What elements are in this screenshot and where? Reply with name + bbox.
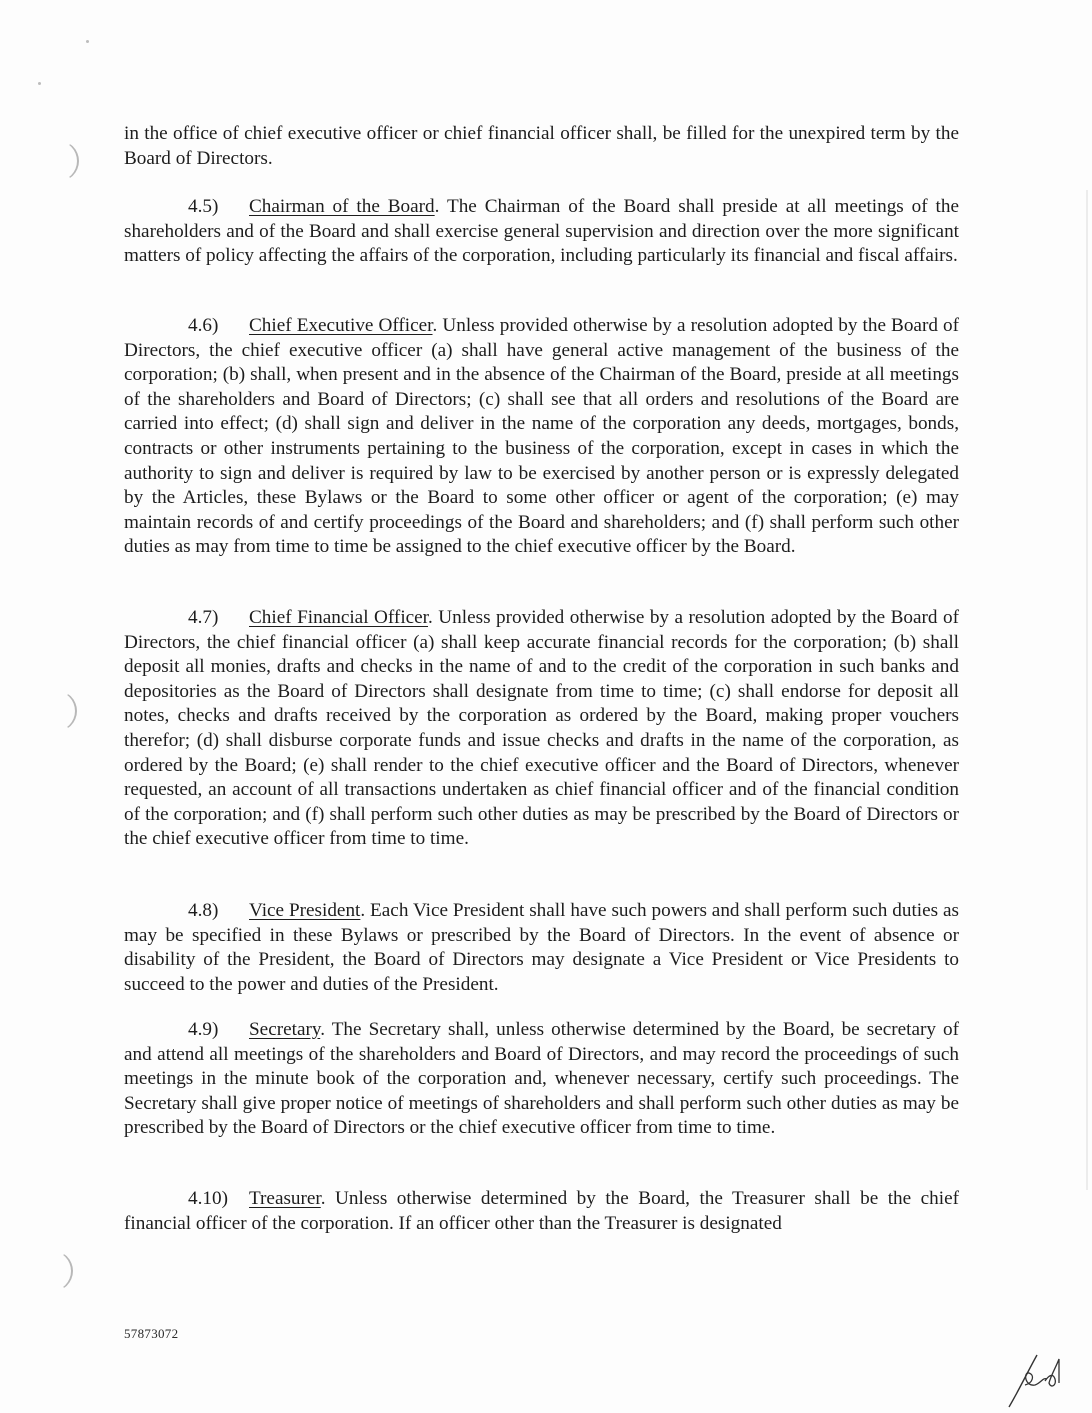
section-body: . Each Vice President shall have such powers and shall perform such duties as may be specified in these Bylaws or prescribed by the Board of Directors. In the event of absence or disability of the President, the Board of Directors may designate a Vice President or Vice Presidents to succeed to the power and duties of the President.: [124, 900, 959, 995]
section-4-8: [124, 899, 959, 997]
section-heading: Chairman of the Board: [249, 196, 435, 217]
section-number: 4.9): [188, 1019, 219, 1040]
hole-punch-mark: [36, 140, 79, 182]
section-4-10: [124, 1187, 959, 1236]
section-4-7: [124, 606, 959, 852]
section-body: . The Chairman of the Board shall preside at all meetings of the shareholders and of the Board and shall exercise general supervision and direction over the more significant matters of policy affecting the affairs of the corporation, including particularly its financial and fiscal affairs.: [124, 196, 959, 267]
section-heading: Vice President: [249, 900, 361, 921]
continued-paragraph: [124, 122, 959, 171]
section-number: 4.10): [188, 1188, 228, 1209]
document-id: 57873072: [124, 1326, 179, 1341]
section-number: 4.8): [188, 900, 219, 921]
section-body: . The Secretary shall, unless otherwise determined by the Board, be secretary of and attend all meetings of the shareholders and Board of Directors, and may record the proceedings of such meetings in the minute book of the corporation and, whenever necessary, certify such proceedings. The Secretary shall give proper notice of meetings of shareholders and shall perform such other duties as may be prescribed by the Board of Directors or the chief executive officer from time to time.: [124, 1019, 959, 1139]
scan-speck: [86, 40, 89, 43]
section-4-9: [124, 1018, 959, 1141]
section-heading: Chief Financial Officer: [249, 607, 429, 628]
section-number: 4.5): [188, 196, 219, 217]
hole-punch-mark: [34, 690, 77, 732]
section-number: 4.7): [188, 607, 219, 628]
section-number: 4.6): [188, 315, 219, 336]
section-4-6: [124, 314, 959, 560]
scan-edge-shadow: [1086, 190, 1088, 1190]
section-heading: Secretary: [249, 1019, 321, 1040]
section-body: . Unless otherwise determined by the Board, the Treasurer shall be the chief financial officer of the corporation. If an officer other than the Treasurer is designated: [124, 1188, 959, 1234]
handwritten-initials: [1005, 1335, 1065, 1410]
hole-punch-mark: [30, 1250, 73, 1292]
section-heading: Treasurer: [249, 1188, 321, 1209]
section-body: . Unless provided otherwise by a resolution adopted by the Board of Directors, the chief financial officer (a) shall keep accurate financial records for the corporation; (b) shall deposit all monies, drafts and checks in the name of and to the credit of the corporation in such banks and depositories as the Board of Directors shall designate from time to time; (c) shall endorse for deposit all notes, checks and drafts received by the corporation as ordered by the Board, making proper vouchers therefor; (d) shall disburse corporate funds and issue checks and drafts in the name of the corporation, as ordered by the Board; (e) shall render to the chief executive officer and the Board of Directors, whenever requested, an account of all transactions undertaken as chief financial officer and of the financial condition of the corporation; and (f) shall perform such other duties as may be prescribed by the Board of Directors or the chief executive officer from time to time.: [124, 607, 960, 850]
section-heading: Chief Executive Officer: [249, 315, 433, 336]
section-4-5: [124, 195, 959, 269]
continued-paragraph-text: in the office of chief executive officer or chief financial officer shall, be filled for the unexpired term by the Board of Directors.: [124, 123, 959, 169]
scan-speck: [38, 82, 41, 85]
section-body: . Unless provided otherwise by a resolution adopted by the Board of Directors, the chief executive officer (a) shall have general active management of the business of the corporation; (b) shall, when present and in the absence of the Chairman of the Board, preside at all meetings of the shareholders and Board of Directors; (c) shall see that all orders and resolutions of the Board are carried into effect; (d) shall sign and deliver in the name of the corporation any deeds, mortgages, bonds, contracts or other instruments pertaining to the business of the corporation, except in cases in which the authority to sign and deliver is required by law to be exercised by another person or is expressly delegated by the Articles, these Bylaws or the Board to some other officer or agent of the corporation; (e) may maintain records of and certify proceedings of the Board and shareholders; and (f) shall perform such other duties as may from time to time be assigned to the chief executive officer by the Board.: [124, 315, 960, 558]
